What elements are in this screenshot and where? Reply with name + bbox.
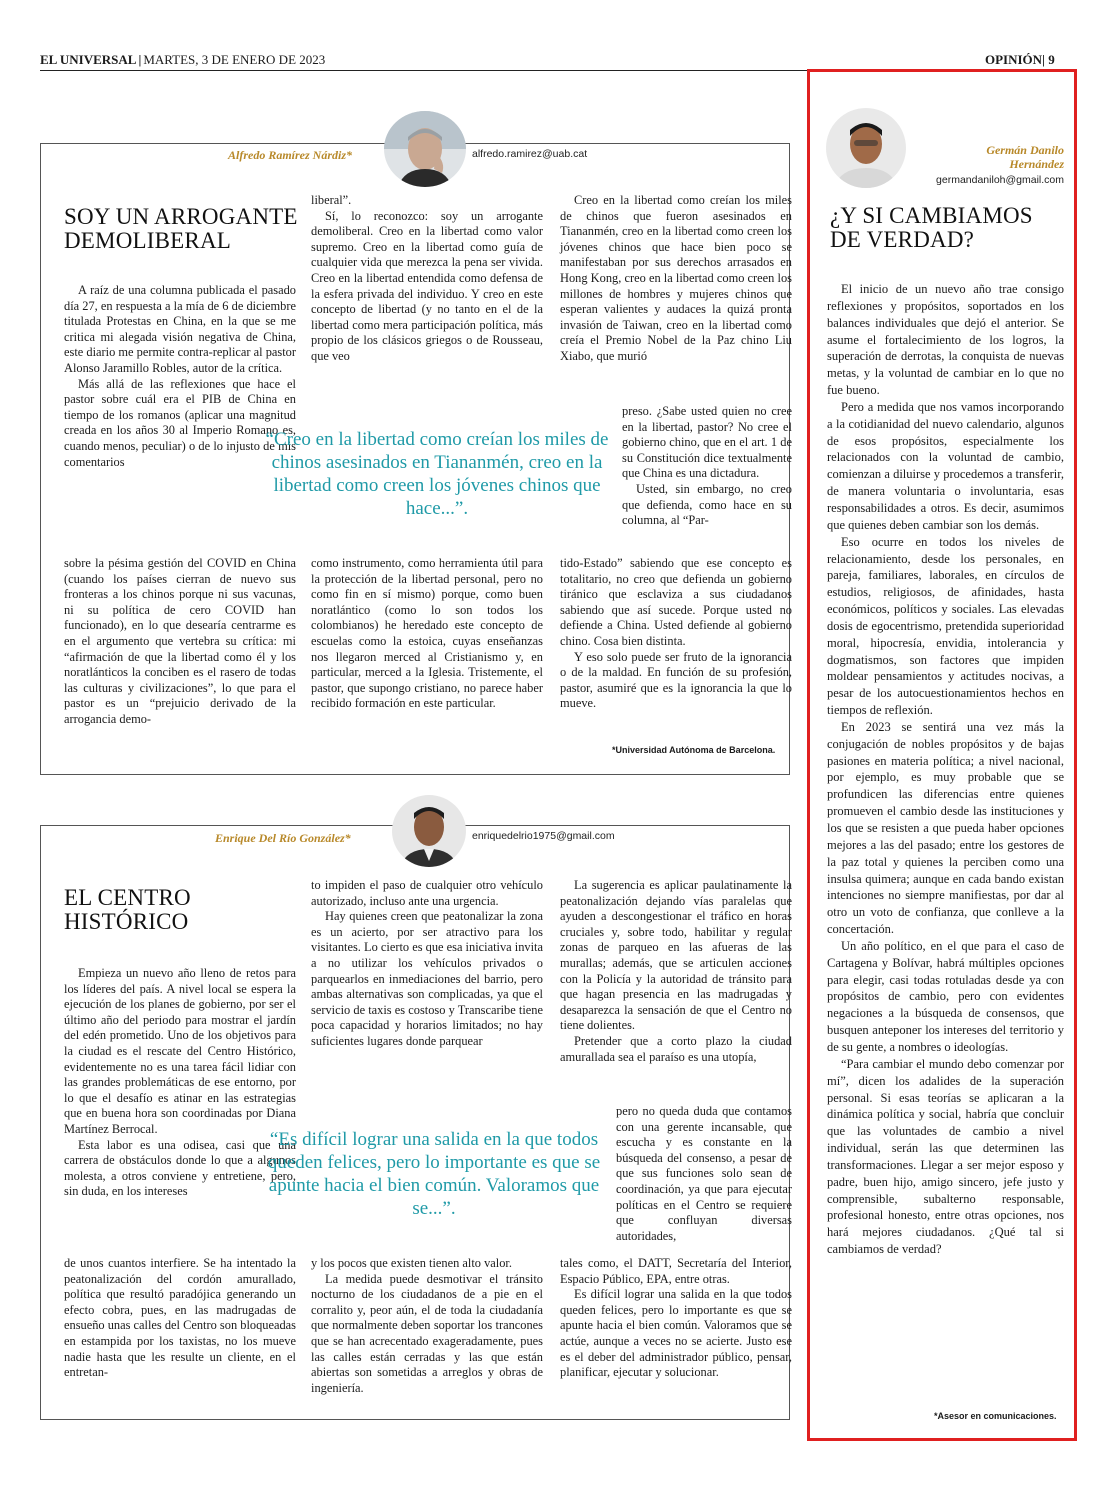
author-photo-1 <box>384 111 466 187</box>
text-block <box>827 281 1064 1258</box>
paragraph: La medida puede desmotivar el tránsito nocturno de los ciudadanos de a pie en el corralito y, peor aún, el de toda la ciudadanía que normalmente deben soportar los trancones que se han acrecentado exageradamente, pues las calles están cerradas y las que están abiertas son sometidas a arreglos y obras de ingeniería. <box>311 1271 543 1395</box>
paragraph: Un año político, en el que para el caso de Cartagena y Bolívar, habrá múltiples opciones para elegir, casi todas rotuladas desde ya con propósitos de cambio, pero con evidentes negaciones a la búsqueda de consensos, que busquen anteponer los intereses del territorio y de su gente, a nombres o ideologías. <box>827 938 1064 1054</box>
article-1-author: Alfredo Ramírez Nárdiz* <box>228 148 353 162</box>
text-block <box>311 878 543 1050</box>
article-1-title <box>64 205 304 253</box>
author-photo-3 <box>826 108 906 188</box>
text-block <box>622 404 792 529</box>
page-number: 9 <box>1048 52 1055 67</box>
paragraph: Usted, sin embargo, no creo que defienda, como hace en su columna, al “Par- <box>622 481 792 528</box>
text-block <box>64 1256 296 1381</box>
article-1-pull-quote: “Creo en la libertad como creían los miles de chinos asesinados en Tiananmén, creo en la libertad como creen los jóvenes chinos que hace...”. <box>265 429 609 519</box>
section-name: OPINIÓN <box>985 52 1043 67</box>
paragraph: La sugerencia es aplicar paulatinamente la peatonalización dejando vías paralelas que ayuden a descongestionar el tráfico en horas cruciales y, sobre todo, habilitar y regular zonas de parqueo en las afueras de las murallas; además, que se articulen acciones con la Policía y la autoridad de tránsito para que hagan presencia en las madrugadas y desaparezca la sensación de que el Centro no tiene dolientes. <box>560 878 792 1033</box>
portrait-icon <box>826 108 906 188</box>
paragraph: tido-Estado” sabiendo que ese concepto es totalitario, no creo que defienda un gobierno tiránico que esclaviza a sus ciudadanos sabiendo que así sucede. Porque usted no defiende a China. Usted defiende al gobierno chino. Cosa bien distinta. <box>560 556 792 648</box>
article-1-col1-bottom <box>64 556 296 728</box>
paragraph: Eso ocurre en todos los niveles de relacionamiento, desde los personales, en pareja, familiares, laborales, en círculos de estudios, religiosos, de afinidades, hasta económicos, políticos y sociales. Las elevadas dosis de egocentrismo, pretendida superioridad moral, hipocresía, envidia, intolerancia y dogmatismos, son factores que impiden moldear pensamientos y actitudes nocivas, a pesar de los autocuestionamientos hechos en tiempos de reflexión. <box>827 534 1064 718</box>
section-label: OPINIÓN| 9 <box>985 52 1055 67</box>
paragraph: Sí, lo reconozco: soy un arrogante demoliberal. Creo en la libertad como valor supremo. Creo en la libertad como guía de cualquier vida que merezca la pena ser vivida. Creo en la libertad entendida como defensa de la esfera privada del individuo. Y creo en este concepto de libertad (y no tanto en el de la libertad como mera participación política, más propio de los clásicos griegos o de Rousseau, que veo <box>311 208 543 363</box>
author-line: Germán Danilo <box>986 143 1064 157</box>
title-line: SOY UN ARROGANTE <box>64 204 298 229</box>
paragraph: Pero a medida que nos vamos incorporando a la cotidianidad del nuevo calendario, algunos de esos propósitos, especialmente los relacionados con la voluntad de cambio, comienzan a diluirse y procedemos a transferir, de manera voluntaria o involuntaria, esas responsabilidades a otros. Es decir, asumimos que quienes deben cambiar son los demás. <box>827 399 1064 532</box>
text-block <box>64 556 296 728</box>
text-block <box>311 556 543 712</box>
paragraph: “Para cambiar el mundo debo comenzar por mí”, dicen los adalides de la superación personal. Si esas teorías se aplicaran a la dinámica política y social, habría que concluir que las voluntades de cambio a nivel individual, serán las que determinen las transformaciones. Llegar a ser mejor esposo y padre, buen hijo, amigo sincero, jefe justo y comprensible, subalterno responsable, profesional honesto, entre otras opciones, nos hará mejores ciudadanos. ¿Qué tal si cambiamos de verdad? <box>827 1056 1064 1257</box>
paragraph: sobre la pésima gestión del COVID en China (cuando los países cierran de nuevo sus fronteras a los chinos porque ni sus vacunas, ni su política de cero COVID han funcionado), en lo que desearía centrarme es en el argumento que vertebra su crítica: mi “afirmación de que la libertad como él y los noratlánticos la conciben es el rasero de todas las culturas y civilizaciones”, lo que para el pastor es un “prejuicio derivado de la arrogancia demo- <box>64 556 296 726</box>
text-block <box>560 878 792 1065</box>
article-2-col3-top <box>560 878 792 1065</box>
paragraph: Es difícil lograr una salida en la que todos queden felices, pero lo importante es que se apunte hacia el bien común. Valoramos que se actúe, aunque a veces no se acierte. Justo ese es el deber del administrador público, pensar, planificar, ejecutar y solucionar. <box>560 1287 792 1380</box>
article-1-email[interactable]: alfredo.ramirez@uab.cat <box>472 148 588 160</box>
paragraph: y los pocos que existen tienen alto valor. <box>311 1256 512 1270</box>
text-block <box>311 1256 543 1396</box>
article-3-email[interactable]: germandaniloh@gmail.com <box>936 174 1064 186</box>
text-block <box>560 1256 792 1381</box>
article-3-body <box>827 281 1064 1258</box>
article-2-col3-bottom <box>560 1256 792 1381</box>
author-line: Hernández <box>1009 157 1064 171</box>
paragraph: liberal”. <box>311 193 352 207</box>
article-3-author <box>912 143 1064 171</box>
paragraph: Hay quienes creen que peatonalizar la zona es un acierto, por ser atractivo para los visitantes. Lo cierto es que esa iniciativa invita a no utilizar los vehículos privados o parquearlos en inmediaciones del barrio, pero ambas alternativas son complicadas, ya que el servicio de taxis es costoso y Transcaribe tiene poca capacidad y horarios limitados; no hay suficientes lugares donde parquear <box>311 909 543 1048</box>
title-line: DE VERDAD? <box>830 227 975 252</box>
author-photo-2 <box>392 795 466 867</box>
paragraph: El inicio de un nuevo año trae consigo reflexiones y propósitos, soportados en los balances individuales que dejó el anterior. Se asume el fortalecimiento de los logros, la superación de derrotas, la conquista de nuevas metas, y la voluntad de cambiar en lo que no fue bueno. <box>827 282 1064 398</box>
paragraph: Creo en la libertad como creían los miles de chinos que fueron asesinados en Tiananmén, creo en la libertad como creen los jóvenes chinos que hace bien poco se manifestaban por sus derechos arrasados en Hong Kong, creo en la libertad como creen los millones de hombres y mujeres chinos que esperan valientes y audaces la quizá pronta invasión de Taiwan, creo en la libertad como creía el Premio Nobel de la Paz chino Liu Xiabo, que murió <box>560 193 792 363</box>
article-1-col3-top <box>560 193 792 365</box>
article-3-footnote: *Asesor en comunicaciones. <box>934 1411 1057 1421</box>
article-1-footnote: *Universidad Autónoma de Barcelona. <box>612 745 776 755</box>
article-1-col2-bottom <box>311 556 543 712</box>
paragraph: En 2023 se sentirá una vez más la conjugación de nobles propósitos y de bajas pasiones en materia política; a nivel nacional, por ejemplo, es muy probable que se profundicen las diferencias entre quienes promueven el cambio desde las instituciones y los que se resisten a que pueda haber opciones mejores a las del pasado; entre los gestores de la paz total y quienes la perciben como una insulsa quimera; aunque en cada bando existan intenciones no siempre manifiestas, por dar al otro un voto de confianza, que conlleve a la concertación. <box>827 719 1064 937</box>
paragraph: como instrumento, como herramienta útil para la protección de la libertad personal, pero no como fin en sí mismo) porque, como buen noratlántico (como lo son todos los colombianos) he heredado este concepto de escuelas como la estoica, cuyas enseñanzas nos llegaron merced al Cristianismo y, en particular, merced a la Iglesia. Tristemente, el pastor, que supongo cristiano, no parece haber recibido formación en este particular. <box>311 556 543 711</box>
article-1-col3-bottom <box>560 556 792 712</box>
paragraph: A raíz de una columna publicada el pasado día 27, en respuesta a la mía de 6 de diciembre titulada Protestas en China, en la que se me critica mi alegada visión negativa de China, este diario me permite contra-replicar al pastor Alonso Jaramillo Robles, autor de la crítica. <box>64 283 296 375</box>
text-block <box>560 193 792 365</box>
article-2-title <box>64 886 304 934</box>
title-line: ¿Y SI CAMBIAMOS <box>830 203 1033 228</box>
paragraph: Pretender que a corto plazo la ciudad amurallada sea el paraíso es una utopía, <box>560 1033 792 1064</box>
paragraph: Más allá de las reflexiones que hace el pastor sobre cuál era el PIB de China en tiempo de los romanos (aplicar una magnitud creada en los años 30 al Imperio Romano es, cuando menos, peculiar) o de lo injusto de mis comentarios <box>64 376 296 469</box>
article-2-col3-mid <box>616 1104 792 1244</box>
paragraph: preso. ¿Sabe usted quien no cree en la libertad, pastor? No cree el gobierno chino, que en el art. 1 de su Constitución dice textualmente que China es una dictadura. <box>622 404 792 481</box>
paragraph: to impiden el paso de cualquier otro vehículo autorizado, incluso ante una urgencia. <box>311 878 543 908</box>
newspaper-name: EL UNIVERSAL <box>40 52 137 67</box>
text-block <box>616 1104 792 1244</box>
article-2-pull-quote: “Es difícil lograr una salida en la que todos queden felices, pero lo importante es que se apunte hacia el bien común. Valoramos que se...”. <box>267 1129 601 1219</box>
portrait-icon <box>384 111 466 187</box>
text-block <box>311 193 543 365</box>
masthead: EL UNIVERSAL | MARTES, 3 DE ENERO DE 2023 <box>40 52 326 67</box>
portrait-icon <box>392 795 466 867</box>
paragraph: Y eso solo puede ser fruto de la ignorancia o de la maldad. En función de su profesión, pastor, asumiré que es la ignorancia la que lo mueve. <box>560 649 792 711</box>
article-2-col2-top <box>311 878 543 1050</box>
article-2-email[interactable]: enriquedelrio1975@gmail.com <box>472 830 615 842</box>
paragraph: pero no queda duda que contamos con una gerente incansable, que escucha y es constante en la búsqueda del consenso, a pesar de que sus funciones solo sean de coordinación, ya que para ejecutar políticas en el Centro se requiere que confluyan diversas autoridades, <box>616 1104 792 1243</box>
paragraph: Esta labor es una odisea, casi que una carrera de obstáculos donde lo que a algunos molesta, a otros conviene y entretiene, pero, sin duda, en los intereses <box>64 1137 296 1199</box>
article-2-author: Enrique Del Río González* <box>215 831 351 845</box>
article-2-col2-bottom <box>311 1256 543 1396</box>
article-1-col3-mid <box>622 404 792 529</box>
article-3-title <box>830 204 1060 252</box>
title-line: EL CENTRO <box>64 885 191 910</box>
paragraph: Empieza un nuevo año lleno de retos para los líderes del país. A nivel local se espera la ejecución de los planes de gobierno, por ser el último año del periodo para mostrar el jardín del edén prometido. Uno de los objetivos para la ciudad es el rescate del Centro Histórico, evidentemente no es una tarea fácil lidiar con las grandes problemáticas de ese entorno, por lo que el desafío es atinar en las estrategias que en buena hora son coordinadas por Diana Martínez Berrocal. <box>64 966 296 1136</box>
text-block <box>560 556 792 712</box>
title-line: DEMOLIBERAL <box>64 228 232 253</box>
edition-date: MARTES, 3 DE ENERO DE 2023 <box>143 52 326 67</box>
paragraph: de unos cuantos interfiere. Se ha intentado la peatonalización del cordón amurallado, política que resultó paradójica generando un efecto cobra, pues, en las madrugadas de ensueño unas calles del Centro son bloqueadas en estampida por los taxistas, no los mueve nadie hasta que les resulte un cliente, en el entretan- <box>64 1256 296 1380</box>
article-2-col1-bottom <box>64 1256 296 1381</box>
article-1-col2-top <box>311 193 543 365</box>
title-line: HISTÓRICO <box>64 909 189 934</box>
paragraph: tales como, el DATT, Secretaría del Interior, Espacio Público, EPA, entre otras. <box>560 1256 792 1286</box>
